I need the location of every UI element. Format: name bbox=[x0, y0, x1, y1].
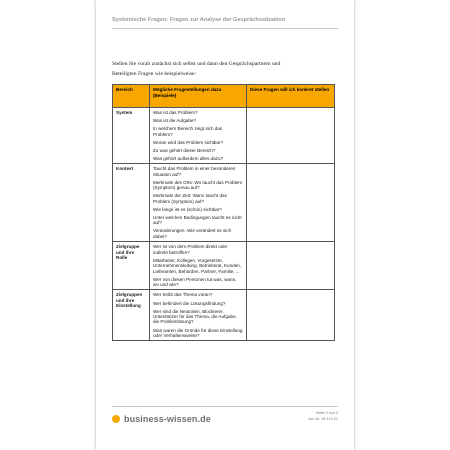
page-number: Seite 2 von 3 bbox=[315, 411, 338, 415]
question-item: Wer behindert die Lösungsfindung? bbox=[153, 300, 226, 306]
question-item: Merkmale der Zeit: Wann taucht das Problem (Symptom) auf? bbox=[153, 193, 227, 204]
question-item: Wer von diesen Personen tut was, wann, wo und wie? bbox=[153, 276, 237, 287]
question-item: Woran wird das Problem sichtbar? bbox=[153, 139, 224, 145]
question-item: Mitarbeiter, Kollegen, Vorgesetzte, Unternehmensleitung, Betriebsrat, Kunden, Lieferanten, Behörden, Partner, Familie, ... bbox=[153, 257, 242, 274]
question-item: Was ist die Aufgabe? bbox=[153, 118, 196, 124]
question-item: Wer treibt das Thema voran? bbox=[153, 292, 213, 298]
question-item: In welchem Bereich zeigt sich das Problem? bbox=[153, 126, 223, 137]
row-own-questions-cell[interactable] bbox=[247, 242, 335, 290]
title-divider bbox=[112, 28, 338, 29]
row-area-label: Zielgruppe und ihre Rolle bbox=[113, 242, 150, 290]
brand-name: business-wissen.de bbox=[124, 414, 211, 424]
question-item: Veränderungen: Wie verändert es sich dabei? bbox=[153, 228, 232, 239]
logo-dot-icon bbox=[112, 415, 120, 423]
intro-paragraph bbox=[112, 60, 338, 79]
row-questions bbox=[150, 242, 247, 290]
header-area: Bereich bbox=[113, 85, 150, 108]
header-own-questions: Diese Fragen will ich konkret stellen bbox=[247, 85, 335, 108]
row-questions bbox=[150, 290, 247, 341]
row-own-questions-cell[interactable] bbox=[247, 108, 335, 164]
document-page bbox=[96, 0, 354, 450]
question-item: Wer sind die Neutralen, Blockierer, Unterstützer für das Thema, die Aufgabe, die Problemlösung? bbox=[153, 308, 237, 325]
article-number: Art.-Nr. 06 113 01 bbox=[308, 416, 338, 421]
row-area-label: Kontext bbox=[113, 164, 150, 242]
row-own-questions-cell[interactable] bbox=[247, 290, 335, 341]
question-item: Zu was gehört dieser Bereich? bbox=[153, 147, 216, 153]
row-own-questions-cell[interactable] bbox=[247, 164, 335, 242]
question-item: Was gehört außerdem alles dazu? bbox=[153, 155, 224, 161]
row-area-label: Zielgruppen und ihre Einstellung bbox=[113, 290, 150, 341]
question-item: Wer ist von dem Problem direkt oder indirekt betroffen? bbox=[153, 244, 228, 255]
question-item: Wie lange ist es (schon) sichtbar? bbox=[153, 206, 222, 212]
question-item: Was ist das Problem? bbox=[153, 110, 198, 115]
question-item: Was waren die Gründe für diese Einstellung oder Verhaltensweise? bbox=[153, 327, 243, 338]
table-row bbox=[113, 290, 335, 341]
page-info bbox=[308, 411, 338, 422]
intro-line: Beteiligten Fragen wie beispielweise: bbox=[112, 70, 197, 77]
header-questions: Mögliche Fragestellungen dazu (Beispiele) bbox=[150, 85, 247, 108]
table-header-row bbox=[113, 85, 335, 108]
row-questions bbox=[150, 108, 247, 164]
brand-logo bbox=[112, 414, 211, 424]
question-item: Taucht das Problem in einer besonderen Situation auf? bbox=[153, 166, 236, 177]
footer-divider bbox=[112, 406, 338, 407]
document-title: Systemische Fragen: Fragen zur Analyse der Gesprächssituation bbox=[112, 17, 286, 23]
question-item: Merkmale des Orts: Wo taucht das Problem (Symptom) genau auf? bbox=[153, 179, 243, 191]
question-item: Unter welchen Bedingungen taucht es nicht auf? bbox=[153, 214, 242, 226]
table-row bbox=[113, 108, 335, 164]
table-row bbox=[113, 242, 335, 290]
row-area-label: System bbox=[113, 108, 150, 164]
row-questions bbox=[150, 164, 247, 242]
intro-line: Stellen Sie vorab zunächst sich selbst und dann den Gesprächspartnern und bbox=[112, 61, 281, 67]
table-row bbox=[113, 164, 335, 242]
question-table bbox=[112, 84, 335, 341]
